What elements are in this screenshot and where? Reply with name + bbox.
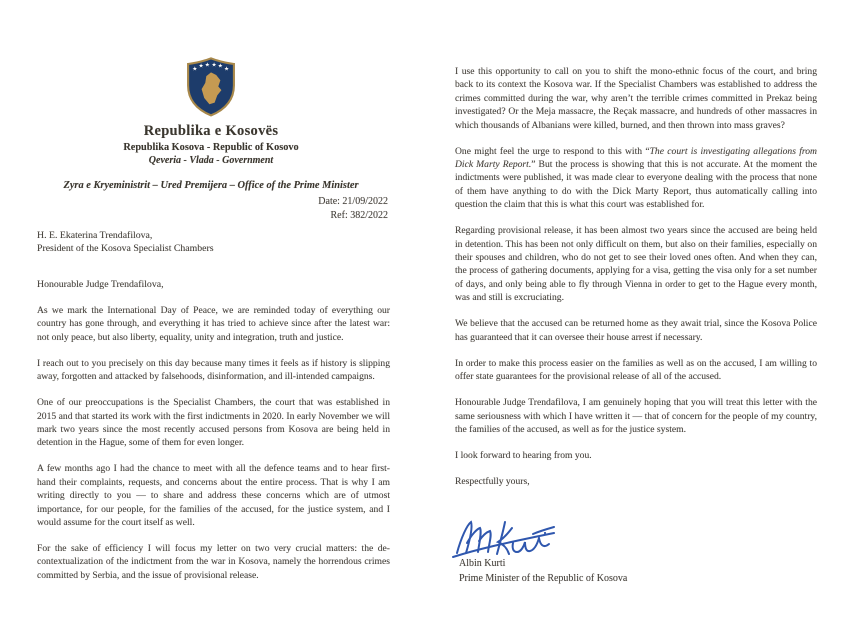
paragraph: Honourable Judge Trendafilova, I am genuinely hoping that you will treat this letter with the same seriousness with which I have written it — that of concern for the people of my country, the families of the accused, as well as for the justice system. bbox=[455, 397, 817, 435]
paragraph-with-quote bbox=[455, 145, 817, 212]
letterhead-title: Republika e Kosovës bbox=[143, 123, 279, 139]
paragraph: I use this opportunity to call on you to shift the mono-ethnic focus of the court, and bring back to its context the Kosova war. If the Specialist Chambers was established to address the crimes committed during the war, why aren’t the terrible crimes committed in Prekaz being investigated? Or the Meja massacre, the Reçak massacre, and hundreds of other massacres in which thousands of Albanians were killed, burned, and then thrown into mass graves? bbox=[455, 66, 817, 131]
paragraph: In order to make this process easier on the families as well as on the accused, I am willing to offer state guarantees for the provisional release of all of the accused. bbox=[455, 357, 817, 383]
salutation: Honourable Judge Trendafilova, bbox=[37, 279, 164, 290]
kosovo-coat-of-arms-icon bbox=[186, 56, 236, 118]
quote-before: One might feel the urge to respond to this with “ bbox=[455, 145, 650, 157]
left-column bbox=[37, 304, 390, 595]
svg-text:★: ★ bbox=[224, 66, 230, 73]
recipient-title: President of the Kosova Specialist Chambers bbox=[37, 243, 214, 255]
signer-block bbox=[459, 557, 627, 586]
paragraph: One of our preoccupations is the Specialist Chambers, the court that was established in 2015 and that started its work with the first indictments in 2020. In early November we will mark two years since the most recently accused persons from Kosova are being held in detention in the Hague, some of them for even longer. bbox=[37, 397, 390, 449]
recipient-name: H. E. Ekaterina Trendafilova, bbox=[37, 230, 153, 241]
recipient-block bbox=[37, 229, 390, 256]
paragraph: A few months ago I had the chance to meet with all the defence teams and to hear first-hand their complaints, requests, and concerns about the entire process. That is why I am writing directly to you — to share and address these concerns which are of utmost importance, for our people, for the families of the accused, for the justice system, and I would assume for the court itself as well. bbox=[37, 463, 390, 529]
closing-line: I look forward to hearing from you. bbox=[455, 449, 592, 461]
letter-ref: Ref: 382/2022 bbox=[330, 209, 388, 221]
letterhead bbox=[30, 56, 392, 191]
svg-text:★: ★ bbox=[192, 66, 198, 73]
letterhead-office-line: Zyra e Kryeministrit – Ured Premijera – Office of the Prime Minister bbox=[63, 180, 359, 191]
svg-text:★: ★ bbox=[198, 63, 204, 70]
svg-text:★: ★ bbox=[211, 62, 217, 69]
signer-name: Albin Kurti bbox=[459, 558, 506, 569]
right-column bbox=[455, 65, 817, 501]
date-ref-block bbox=[30, 195, 388, 222]
letter-date: Date: 21/09/2022 bbox=[318, 196, 388, 207]
signature-albin-kurti-icon bbox=[450, 516, 565, 562]
quote-after: ” But the process is showing that this is not accurate. At the moment the indictments were published, it was made clear to everyone dealing with the process that none of them have anything to do with the Dick Marty Report, thus automatically calling into question the claim that this is what this court was established for. bbox=[455, 159, 817, 211]
paragraph: We believe that the accused can be returned home as they await trial, since the Kosova Police has guaranteed that it can oversee their house arrest if necessary. bbox=[455, 318, 817, 343]
paragraph: I reach out to you precisely on this day because many times it feels as if history is slipping away, forgotten and attacked by falsehoods, disinformation, and ill-intended campaigns. bbox=[37, 357, 390, 383]
paragraph: Regarding provisional release, it has been almost two years since the accused are being held in detention. This has been not only difficult on them, but also on their families, especially on their spouses and children, who do not get to see their loved ones often. And when they can, the process of gathering documents, applying for a visa, getting the visa only for a set number of days, and only being able to fly through Vienna in order to get to the Hague every month, was and still is excruciating. bbox=[455, 225, 817, 304]
letterhead-government-line: Qeveria - Vlada - Government bbox=[148, 155, 274, 166]
svg-text:★: ★ bbox=[217, 63, 223, 70]
valediction: Respectfully yours, bbox=[455, 475, 530, 487]
paragraph: As we mark the International Day of Peace, we are reminded today of everything our country has gone through, and everything it has tried to achieve since after the latest war: not only peace, but also liberty, equality, unity and integration, truth and justice. bbox=[37, 305, 390, 343]
svg-text:★: ★ bbox=[204, 62, 210, 69]
quote-italic: The court is investigating allegations from Dick Marty Report. bbox=[455, 145, 817, 171]
signer-title: Prime Minister of the Republic of Kosova bbox=[459, 572, 628, 584]
paragraph: For the sake of efficiency I will focus my letter on two very crucial matters: the de-contextualization of the indictment from the war in Kosova, namely the horrendous crimes committed by Serbia, and the issue of provisional release. bbox=[37, 543, 390, 581]
letterhead-subtitle: Republika Kosova - Republic of Kosovo bbox=[123, 142, 299, 153]
